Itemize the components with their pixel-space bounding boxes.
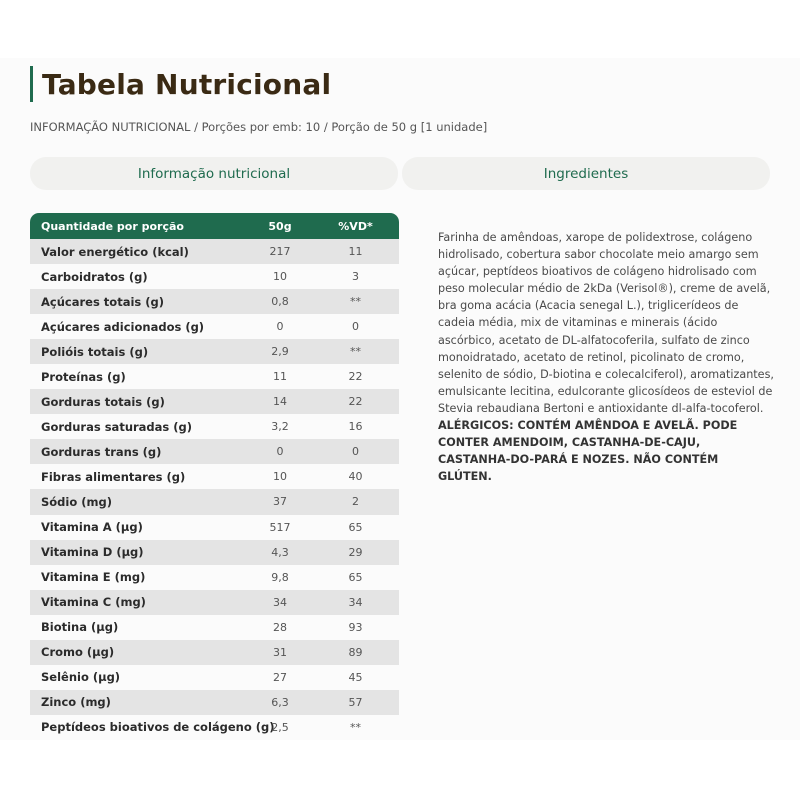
header-value: 50g: [268, 219, 292, 233]
row-value: 14: [273, 395, 287, 409]
row-vd: 89: [348, 645, 363, 659]
header-vd: %VD*: [338, 219, 373, 233]
row-value: 6,3: [271, 695, 289, 709]
table-row: [30, 264, 399, 289]
row-vd: 0: [352, 320, 359, 334]
table-body: [30, 239, 399, 740]
row-name: Vitamina A (µg): [41, 520, 143, 535]
table-row: [30, 515, 399, 540]
table-row: [30, 715, 399, 740]
row-name: Vitamina E (mg): [41, 570, 146, 585]
header-name: Quantidade por porção: [41, 219, 184, 233]
row-value: 37: [273, 495, 287, 509]
row-value: 11: [273, 370, 287, 384]
row-vd: **: [350, 345, 361, 359]
page-subtitle: INFORMAÇÃO NUTRICIONAL / Porções por emb: 10 / Porção de 50 g [1 unidade]: [30, 120, 488, 134]
table-row: [30, 364, 399, 389]
row-vd: 65: [348, 520, 363, 534]
row-vd: 2: [352, 495, 359, 509]
table-row: [30, 590, 399, 615]
row-name: Vitamina C (mg): [41, 595, 146, 610]
row-value: 34: [273, 595, 287, 609]
row-vd: **: [350, 720, 361, 734]
row-vd: 29: [348, 545, 363, 559]
row-vd: 57: [348, 695, 363, 709]
page-title: Tabela Nutricional: [42, 67, 332, 101]
row-vd: 3: [352, 270, 359, 284]
table-row: [30, 239, 399, 264]
row-vd: **: [350, 295, 361, 309]
tab-informacao-nutricional[interactable]: Informação nutricional: [30, 157, 398, 190]
table-row: [30, 565, 399, 590]
row-name: Valor energético (kcal): [41, 244, 189, 259]
row-value: 0: [276, 445, 284, 459]
row-value: 10: [273, 470, 287, 484]
row-name: Peptídeos bioativos de colágeno (g): [41, 720, 275, 735]
row-vd: 22: [348, 370, 363, 384]
row-vd: 22: [348, 395, 363, 409]
title-block: [30, 66, 331, 102]
table-row: [30, 439, 399, 464]
nutrition-table: [30, 213, 399, 740]
row-name: Açúcares totais (g): [41, 294, 164, 309]
row-name: Proteínas (g): [41, 369, 126, 384]
row-vd: 11: [348, 245, 363, 259]
row-value: 0: [276, 320, 284, 334]
table-row: [30, 389, 399, 414]
table-row: [30, 640, 399, 665]
row-vd: 16: [348, 420, 363, 434]
row-vd: 65: [348, 570, 363, 584]
table-header: [30, 213, 399, 239]
row-value: 31: [273, 645, 287, 659]
allergens-text: ALÉRGICOS: CONTÉM AMÊNDOA E AVELÃ. PODE CONTER AMENDOIM, CASTANHA-DE-CAJU, CASTANHA-DO-PARÁ E NOZES. NÃO CONTÉM GLÚTEN.: [438, 419, 738, 484]
ingredients-text: [438, 229, 774, 485]
row-value: 27: [273, 670, 287, 684]
row-name: Gorduras saturadas (g): [41, 419, 193, 434]
row-value: 28: [273, 620, 287, 634]
table-row: [30, 489, 399, 514]
row-name: Sódio (mg): [41, 494, 112, 509]
row-name: Açúcares adicionados (g): [41, 319, 205, 334]
row-name: Gorduras totais (g): [41, 394, 165, 409]
row-value: 10: [273, 270, 287, 284]
row-name: Cromo (µg): [41, 645, 115, 660]
row-name: Selênio (µg): [41, 670, 121, 685]
row-value: 517: [269, 520, 291, 534]
row-name: Vitamina D (µg): [41, 545, 144, 560]
row-name: Zinco (mg): [41, 695, 111, 710]
table-row: [30, 540, 399, 565]
table-row: [30, 615, 399, 640]
row-vd: 34: [348, 595, 363, 609]
row-value: 4,3: [271, 545, 289, 559]
table-row: [30, 665, 399, 690]
row-vd: 40: [348, 470, 363, 484]
row-vd: 45: [348, 670, 363, 684]
row-value: 3,2: [271, 420, 289, 434]
row-vd: 0: [352, 445, 359, 459]
row-value: 217: [269, 245, 291, 259]
table-row: [30, 414, 399, 439]
table-row: [30, 339, 399, 364]
row-name: Biotina (µg): [41, 620, 119, 635]
row-name: Gorduras trans (g): [41, 444, 162, 459]
table-row: [30, 289, 399, 314]
row-name: Fibras alimentares (g): [41, 469, 186, 484]
row-value: 9,8: [271, 570, 289, 584]
row-name: Polióis totais (g): [41, 344, 149, 359]
tab-ingredientes[interactable]: Ingredientes: [402, 157, 770, 190]
row-value: 0,8: [271, 295, 289, 309]
row-value: 2,5: [271, 720, 289, 734]
ingredients-list: Farinha de amêndoas, xarope de polidextrose, colágeno hidrolisado, cobertura sabor chocolate meio amargo sem açúcar, peptídeos bioativos de colágeno hidrolisado com peso molecular médio de 2kDa (Verisol®), creme de avelã, bra goma acácia (Acacia senegal L.), triglicerídeos de cadeia média, mix de vitaminas e minerais (ácido ascórbico, acetato de DL-alfatocoferiIa, sulfato de zinco monoidratado, acetato de retinol, picolinato de cromo, selenito de sódio, D-biotina e colecalciferol), aromatizantes, emulsicante lecitina, edulcorante glicosídeos de esteviol de Stevia rebaudiana Bertoni e antioxidante dl-alfa-tocoferol.: [438, 231, 774, 415]
table-row: [30, 314, 399, 339]
table-row: [30, 690, 399, 715]
row-value: 2,9: [271, 345, 289, 359]
row-name: Carboidratos (g): [41, 269, 148, 284]
table-row: [30, 464, 399, 489]
row-vd: 93: [348, 620, 363, 634]
